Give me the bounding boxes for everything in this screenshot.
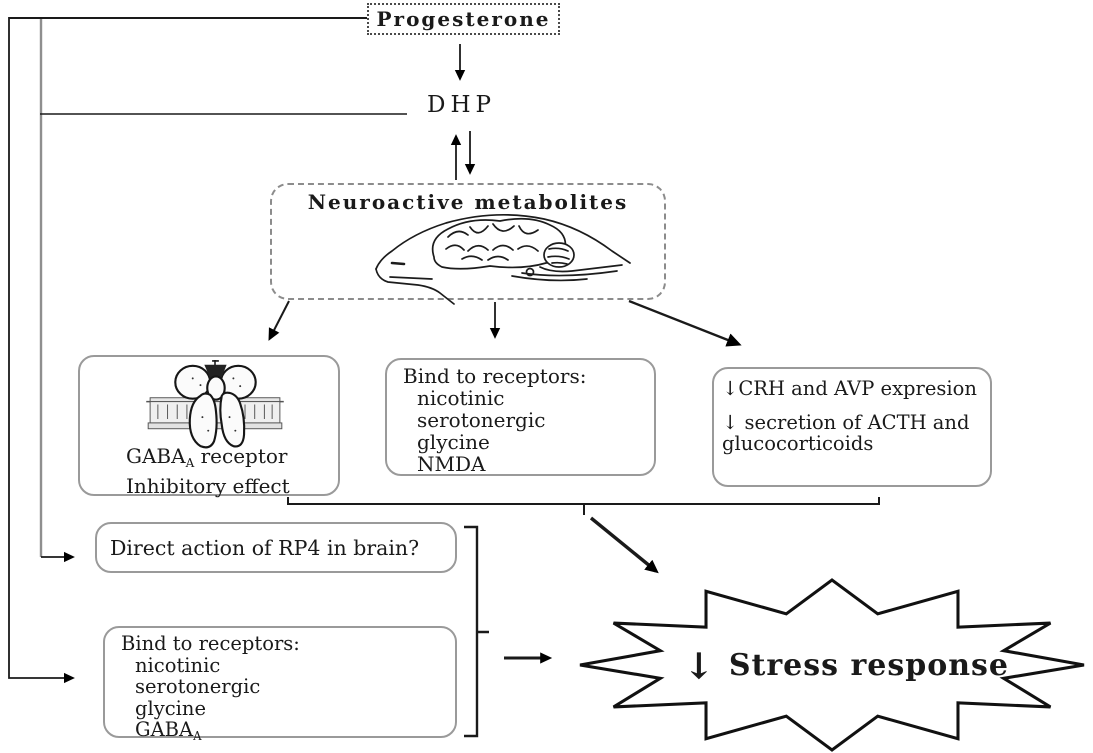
dhp-label: DHP [427,92,496,118]
bind-bottom-item: nicotinic [135,653,221,677]
progesterone-node [367,3,560,35]
hpa-axis-node [712,367,992,487]
glucocorticoids-line: glucocorticoids [722,432,874,455]
brain-in-head-sketch-icon [372,213,637,305]
arrow-neuro-gaba [270,301,289,338]
crh-avp-line: ↓CRH and AVP expresion [722,377,977,400]
stress-response-label: Stress response [728,647,1010,683]
stress-response-label-row [578,578,1086,752]
neuroactive-metabolites-node [270,183,666,300]
gaba-receptor-text [126,445,290,498]
direct-action-label: Direct action of RP4 in brain? [110,535,420,560]
bind-bottom-item: serotonergic [135,675,261,698]
down-arrow-icon: ↓ [682,643,715,687]
bind-top-item: serotonergic [417,408,546,432]
bind-bottom-item-gaba: $GABA_A$ [135,718,202,744]
line-left-outer [9,17,72,678]
bind-top-item: glycine [417,430,490,454]
inhibitory-effect-line: Inhibitory effect [126,474,290,499]
dhp-node [427,92,496,118]
bind-top-item: NMDA [417,452,486,476]
bind-bottom-item: glycine [135,696,206,720]
arrow-bracket-stress [591,518,656,571]
bind-receptors-top-node [385,358,656,476]
stress-response-node [578,578,1086,752]
bracket-under-boxes [288,497,879,515]
bind-top-item: nicotinic [417,386,505,410]
gaba-receptor-line: $GABA_A$ receptor [126,444,288,471]
acth-line: ↓ secretion of ACTH and [722,411,970,434]
progesterone-label: Progesterone [376,7,551,31]
bracket-right-boxes [464,527,489,736]
bind-receptors-bottom-node [103,626,457,744]
neuroactive-title: Neuroactive metabolites [307,190,629,214]
bind-bottom-title: Bind to receptors: [121,632,300,655]
arrow-neuro-hpa [629,301,738,344]
gaba-receptor-illustration-icon [142,359,288,451]
bind-top-title: Bind to receptors: [403,364,587,388]
direct-action-node [95,522,457,573]
gaba-receptor-node [78,355,340,499]
